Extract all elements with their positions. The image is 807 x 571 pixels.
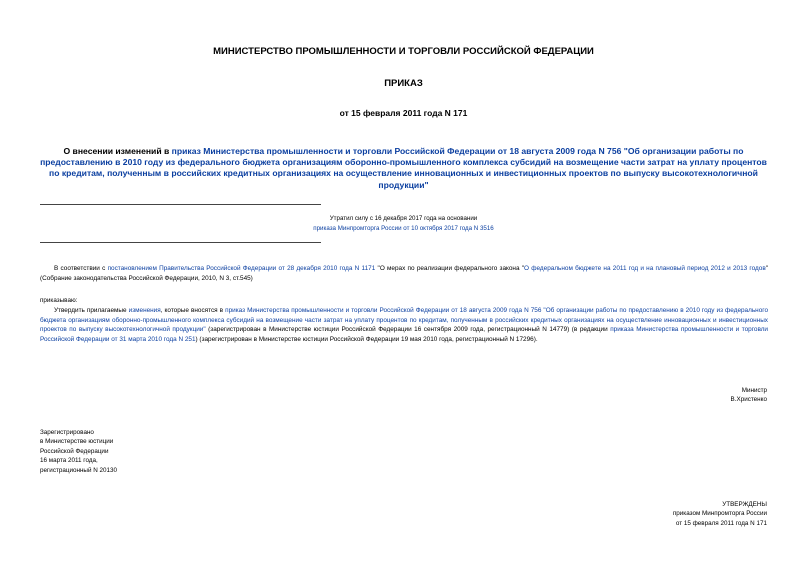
government-decree-link[interactable]: постановлением Правительства Российской Федерации от 28 декабря 2010 года N 1171: [107, 265, 376, 272]
order-251-link[interactable]: приказа Министерства промышленности и торговли Российской Федерации от 31 марта 2010 года N 251: [40, 326, 768, 343]
divider-top: [40, 204, 321, 205]
lost-force-order-link[interactable]: приказа Минпромторга России от 10 октября 2017 года N 3516: [313, 225, 494, 232]
order-word: приказываю:: [40, 297, 78, 304]
signature-role: Министр: [741, 387, 767, 394]
body-text-3: (зарегистрирован в Министерстве юстиции Российской Федерации 16 сентября 2009 года, регистрационный N 14779) (в редакции: [205, 326, 611, 334]
registration-line-2: в Министерстве юстиции: [40, 438, 114, 446]
approved-line-3: от 15 февраля 2011 года N 171: [675, 519, 767, 527]
registration-line-1: Зарегистрировано: [40, 429, 94, 436]
federal-budget-law-link[interactable]: О федеральном бюджете на 2011 год и на плановый период 2012 и 2013 годов: [524, 265, 766, 272]
ministry-heading: МИНИСТЕРСТВО ПРОМЫШЛЕННОСТИ И ТОРГОВЛИ РОССИЙСКОЙ ФЕДЕРАЦИИ: [213, 46, 594, 57]
title-order-link[interactable]: приказ Министерства промышленности и торговли Российской Федерации от 18 августа 2009 года N 756 "Об организации работы по предоставлению в 2010 году из федерального бюджета организациям оборонно-промышленного комплекса субсидий на возмещение части затрат на уплату процентов по кредитам, полученным в российских кредитных организациях на осуществление инновационных и инвестиционных проектов по выпуску высокотехнологичной продукции": [40, 146, 767, 190]
document-title: [40, 146, 767, 191]
document-date-number: от 15 февраля 2011 года N 171: [339, 108, 468, 118]
approved-block: [673, 500, 767, 528]
preamble-text-1: В соответствии с: [54, 265, 108, 272]
document-type: ПРИКАЗ: [384, 78, 423, 89]
body-paragraph: [40, 306, 768, 344]
order-756-link[interactable]: приказ Министерства промышленности и торговли Российской Федерации от 18 августа 2009 года N 756 "Об организации работы по предоставлению в 2010 году из федерального бюджета организациям оборонно-промышленного комплекса субсидий на возмещение части затрат на уплату процентов по кредитам, полученным в российских кредитных организациях на осуществление инновационных и инвестиционных проектов по выпуску высокотехнологичной продукции": [40, 307, 768, 334]
signature-name: В.Христенко: [730, 396, 767, 404]
approved-line-2: приказом Минпромторга России: [672, 510, 767, 518]
preamble-text-2: "О мерах по реализации федерального закона ": [375, 265, 525, 272]
divider-bottom: [40, 242, 321, 243]
body-text-2: , которые вносятся в: [160, 307, 226, 314]
registration-line-3: Российской Федерации: [40, 447, 109, 455]
registration-line-4: 16 марта 2011 года,: [40, 457, 98, 465]
preamble-text-3: " (Собрание законодательства Российской Федерации, 2010, N 3, ст.545): [40, 265, 768, 282]
title-prefix: О внесении изменений в: [63, 146, 172, 156]
registration-line-5: регистрационный N 20130: [40, 466, 118, 474]
body-text-4: ) (зарегистрирован в Министерстве юстиции Российской Федерации 19 мая 2010 года, регистрационный N 17296).: [195, 335, 538, 343]
registration-block: [40, 428, 117, 475]
body-text-1: Утвердить прилагаемые: [54, 307, 129, 314]
changes-link[interactable]: изменения: [128, 307, 161, 314]
lost-force-notice: [0, 214, 807, 234]
preamble-paragraph: [40, 264, 768, 283]
approved-line-1: УТВЕРЖДЕНЫ: [722, 501, 767, 508]
lost-force-text: Утратил силу с 16 декабря 2017 года на основании: [329, 215, 478, 222]
signature-block: [731, 386, 767, 405]
